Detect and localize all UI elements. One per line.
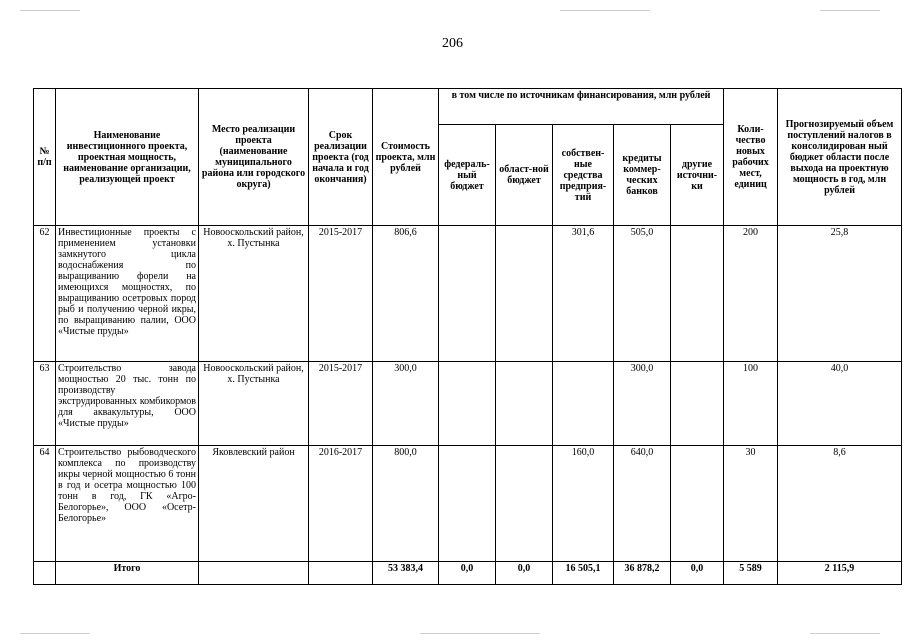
row-place: Новооскольский район, х. Пустынка <box>199 226 309 362</box>
row-bank-credits: 640,0 <box>614 446 671 562</box>
row-term: 2016-2017 <box>309 446 373 562</box>
scan-edge-mark <box>420 633 540 634</box>
row-project-name: Строительство завода мощностью 20 тыс. тонн по производству экструдированных комбикормов для аквакультуры, ООО «Чистые пруды» <box>56 362 199 446</box>
row-regional <box>496 446 553 562</box>
row-num: 62 <box>34 226 56 362</box>
row-place: Яковлевский район <box>199 446 309 562</box>
row-own-funds: 160,0 <box>553 446 614 562</box>
row-regional <box>496 226 553 362</box>
investment-projects-table-wrapper <box>33 88 901 585</box>
header-sources-group: в том числе по источникам финансирования, млн рублей <box>439 89 724 125</box>
row-bank-credits: 300,0 <box>614 362 671 446</box>
row-tax: 25,8 <box>778 226 902 362</box>
row-cost: 800,0 <box>373 446 439 562</box>
scan-edge-mark <box>810 633 880 634</box>
row-project-name: Инвестиционные проекты с применением установки замкнутого цикла водоснабжения по выращиванию форели на имеющихся мощностях, по выращиванию осетровых пород рыб и получению черной икры, по выращиванию палии, ООО «Чистые пруды» <box>56 226 199 362</box>
row-jobs: 200 <box>724 226 778 362</box>
table-total-row <box>34 562 902 585</box>
total-place-cell <box>199 562 309 585</box>
row-federal <box>439 446 496 562</box>
row-other-sources <box>671 226 724 362</box>
row-bank-credits: 505,0 <box>614 226 671 362</box>
scan-edge-mark <box>560 10 650 11</box>
total-label: Итого <box>56 562 199 585</box>
header-federal: федераль-ный бюджет <box>439 125 496 226</box>
total-federal: 0,0 <box>439 562 496 585</box>
header-regional: област-ной бюджет <box>496 125 553 226</box>
row-jobs: 100 <box>724 362 778 446</box>
header-jobs: Коли-чество новых рабочих мест, единиц <box>724 89 778 226</box>
total-cost: 53 383,4 <box>373 562 439 585</box>
page-number: 206 <box>442 36 463 51</box>
total-jobs: 5 589 <box>724 562 778 585</box>
row-own-funds: 301,6 <box>553 226 614 362</box>
header-own-funds: собствен-ные средства предприя-тий <box>553 125 614 226</box>
row-federal <box>439 362 496 446</box>
row-other-sources <box>671 362 724 446</box>
row-project-name: Строительство рыбоводческого комплекса по производству икры черной мощностью 6 тонн в год и осетра мощностью 100 тонн в год, ГК «Агро-Белогорье», ООО «Осетр-Белогорье» <box>56 446 199 562</box>
total-bank-credits: 36 878,2 <box>614 562 671 585</box>
row-term: 2015-2017 <box>309 362 373 446</box>
header-cost: Стоимость проекта, млн рублей <box>373 89 439 226</box>
table-row <box>34 226 902 362</box>
header-bank-credits: кредиты коммер-ческих банков <box>614 125 671 226</box>
row-other-sources <box>671 446 724 562</box>
row-jobs: 30 <box>724 446 778 562</box>
header-other-sources: другие источни-ки <box>671 125 724 226</box>
row-tax: 8,6 <box>778 446 902 562</box>
header-tax: Прогнозируемый объем поступлений налогов в консолидирован ный бюджет области после выхода на проектную мощность в год, млн рублей <box>778 89 902 226</box>
header-num: № п/п <box>34 89 56 226</box>
total-regional: 0,0 <box>496 562 553 585</box>
table-row <box>34 362 902 446</box>
row-term: 2015-2017 <box>309 226 373 362</box>
total-tax: 2 115,9 <box>778 562 902 585</box>
total-term-cell <box>309 562 373 585</box>
row-place: Новооскольский район, х. Пустынка <box>199 362 309 446</box>
scan-edge-mark <box>20 633 90 634</box>
scan-edge-mark <box>820 10 880 11</box>
row-num: 64 <box>34 446 56 562</box>
row-regional <box>496 362 553 446</box>
header-project-name: Наименование инвестиционного проекта, проектная мощность, наименование организации, реализующей проект <box>56 89 199 226</box>
investment-projects-table <box>33 88 902 585</box>
table-row <box>34 446 902 562</box>
row-federal <box>439 226 496 362</box>
row-cost: 806,6 <box>373 226 439 362</box>
table-header-row <box>34 89 902 125</box>
total-num-cell <box>34 562 56 585</box>
total-own-funds: 16 505,1 <box>553 562 614 585</box>
row-num: 63 <box>34 362 56 446</box>
header-place: Место реализации проекта (наименование муниципального района или городского округа) <box>199 89 309 226</box>
row-cost: 300,0 <box>373 362 439 446</box>
row-tax: 40,0 <box>778 362 902 446</box>
row-own-funds <box>553 362 614 446</box>
total-other-sources: 0,0 <box>671 562 724 585</box>
header-term: Срок реализации проекта (год начала и год окончания) <box>309 89 373 226</box>
scan-edge-mark <box>20 10 80 11</box>
